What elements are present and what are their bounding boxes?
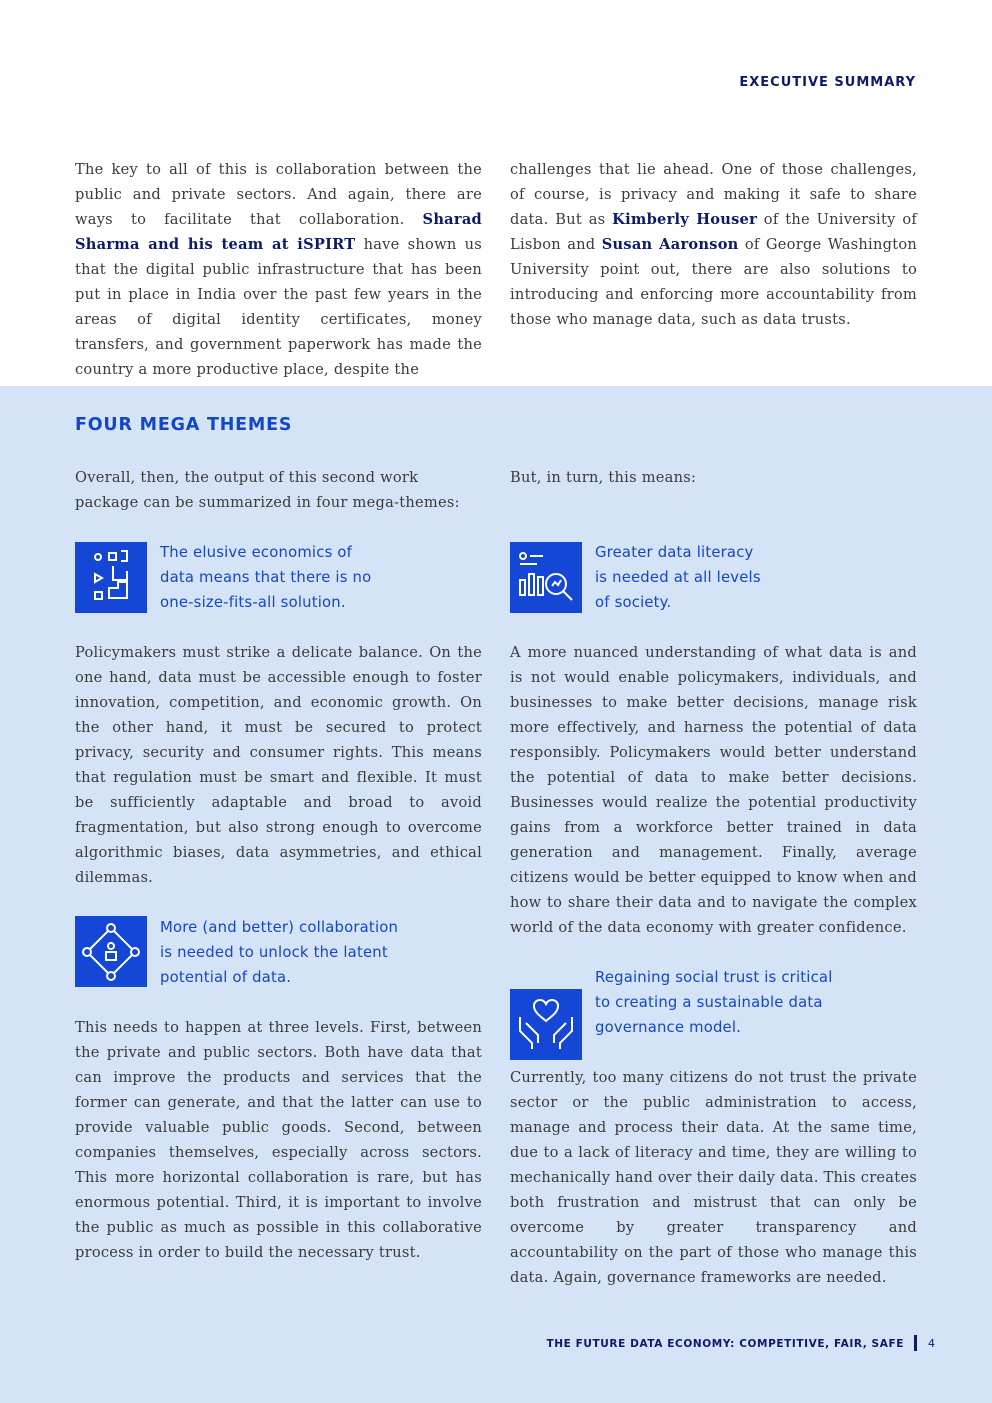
theme-1-body: Policymakers must strike a delicate balance. On the one hand, data must be accessible enough to foster innovation, competition, and economic growth. On the other hand, it must be secured to protect privacy, security and consumer rights. This means that regulation must be smart and flexible. It must be sufficiently adaptable and broad to avoid fragmentation, but also strong enough to overcome algorithmic biases, data asymmetries, and ethical dilemmas.	[75, 644, 482, 886]
theme-4-body: Currently, too many citizens do not trust the private sector or the public administration to access, manage and process their data. At the same time, due to a lack of literacy and time, they are willing to mechanically hand over their daily data. This creates both frustration and mistrust that can only be overcome by greater transparency and accountability on the part of those who manage this data. Again, governance frameworks are needed.	[510, 1069, 917, 1286]
footer-title: THE FUTURE DATA ECONOMY: COMPETITIVE, FAIR, SAFE	[546, 1338, 904, 1350]
theme-3-title-line: is needed to unlock the latent	[160, 944, 388, 961]
theme-2-title-line: Greater data literacy	[595, 544, 754, 561]
intro-left-text-1: The key to all of this is collaboration between the public and private sectors. And again, there are ways to facilitate that collaboration.	[75, 161, 482, 228]
theme-3-title-line: More (and better) collaboration	[160, 919, 399, 936]
themes-intro-left: Overall, then, the output of this second work package can be summarized in four mega-themes:	[75, 469, 460, 511]
theme-2-title-line: is needed at all levels	[595, 569, 761, 586]
theme-3-body: This needs to happen at three levels. First, between the private and public sectors. Both have data that can improve the products and services that the former can generate, and that the latter can use to provide valuable public goods. Second, between companies themselves, especially across sectors. This more horizontal collaboration is rare, but has enormous potential. Third, it is important to involve the public as much as possible in this collaborative process in order to build the necessary trust.	[75, 1019, 482, 1261]
theme-1-title	[160, 540, 440, 615]
section-title: FOUR MEGA THEMES	[75, 415, 293, 435]
highlight-name-houser: Kimberly Houser	[612, 211, 758, 228]
theme-3-title	[160, 915, 440, 990]
theme-2-title-line: of society.	[595, 594, 672, 611]
themes-intro-right: But, in turn, this means:	[510, 469, 697, 486]
highlight-name-sharma: Sharad Sharma and his team at iSPIRT	[75, 211, 482, 253]
theme-2-title	[595, 540, 875, 615]
section-header: EXECUTIVE SUMMARY	[739, 75, 916, 90]
intro-right-text-3: of George Washington University point out, there are also solutions to introducing and enforcing more accountability from those who manage data, such as data trusts.	[510, 236, 918, 328]
theme-2-body: A more nuanced understanding of what data is and is not would enable policymakers, individuals, and businesses to make better decisions, manage risk more effectively, and harness the potential of data responsibly. Policymakers would better understand the potential of data to make better decisions. Businesses would realize the potential productivity gains from a workforce better trained in data generation and management. Finally, average citizens would be better equipped to know when and how to share their data and to navigate the complex world of the data economy with greater confidence.	[510, 644, 917, 936]
theme-4-title	[595, 965, 875, 1040]
theme-4-title-line: Regaining social trust is critical	[595, 969, 833, 986]
footer-divider	[914, 1335, 917, 1351]
theme-4-title-line: to creating a sustainable data	[595, 994, 823, 1011]
intro-right-paragraph	[510, 157, 917, 332]
intro-right-text-1: challenges that lie ahead. One of those challenges, of course, is privacy and making it safe to share data. But as	[510, 161, 917, 228]
intro-left-text-2: have shown us that the digital public infrastructure that has been put in place in India over the past few years in the areas of digital identity certificates, money transfers, and government paperwork has made the country a more productive place, despite the	[75, 236, 483, 378]
theme-4-title-line: governance model.	[595, 1019, 742, 1036]
intro-left-paragraph	[75, 157, 482, 382]
economics-puzzle-icon	[75, 542, 147, 613]
theme-1-title-line: one-size-fits-all solution.	[160, 594, 346, 611]
trust-heart-hands-icon	[510, 989, 582, 1060]
collaboration-network-icon	[75, 916, 147, 987]
theme-1-title-line: data means that there is no	[160, 569, 372, 586]
theme-3-title-line: potential of data.	[160, 969, 292, 986]
theme-1-title-line: The elusive economics of	[160, 544, 353, 561]
data-literacy-magnifier-icon	[510, 542, 582, 613]
page-number: 4	[928, 1337, 935, 1350]
highlight-name-aaronson: Susan Aaronson	[601, 236, 739, 253]
intro-right-text-2: of the University of Lisbon and	[510, 211, 918, 253]
